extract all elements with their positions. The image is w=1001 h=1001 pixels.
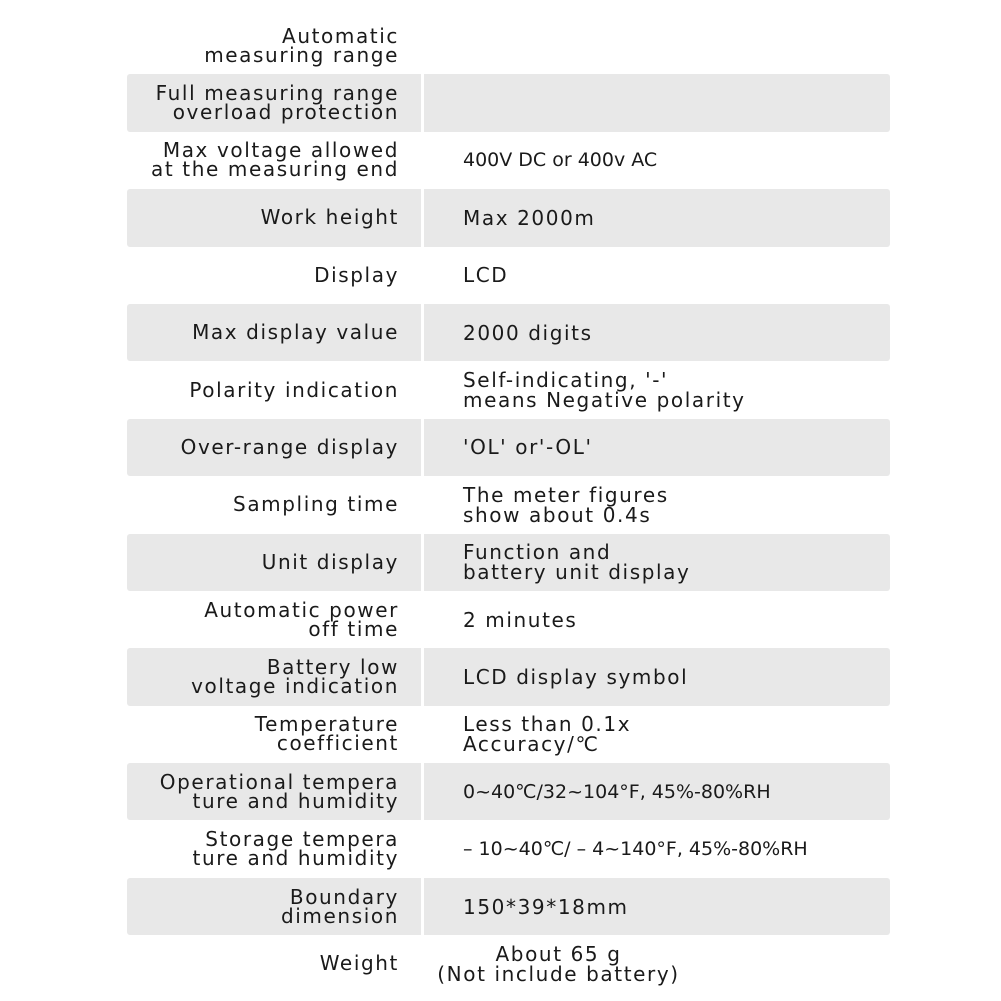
spec-row-unit-display: [127, 534, 890, 591]
spec-row-display: [127, 247, 890, 304]
spec-label: Full measuring range overload protection: [155, 81, 399, 125]
spec-value: The meter figures show about 0.4s: [463, 482, 669, 527]
spec-label: Display: [314, 262, 399, 287]
spec-label: Operational tempera ture and humidity: [159, 769, 399, 813]
spec-label: Battery low voltage indication: [191, 654, 399, 698]
spec-label: Boundary dimension: [280, 884, 399, 928]
spec-label: Automatic power off time: [204, 597, 399, 641]
spec-row-battery-low: [127, 648, 890, 705]
spec-row-auto-power-off: [127, 591, 890, 648]
spec-row-sampling-time: [127, 476, 890, 533]
spec-value: Max 2000m: [463, 205, 596, 230]
spec-label: Temperature coefficient: [254, 712, 399, 756]
spec-value: 400V DC or 400v AC: [463, 149, 658, 172]
spec-label: Unit display: [261, 549, 399, 574]
spec-row-operational-temperature: [127, 763, 890, 820]
spec-row-overload-protection: [127, 74, 890, 131]
spec-row-storage-temperature: [127, 820, 890, 877]
spec-value: Function and battery unit display: [463, 540, 691, 585]
spec-row-weight: [127, 935, 890, 992]
spec-label: Automatic measuring range: [204, 23, 399, 67]
spec-label: Polarity indication: [189, 377, 399, 402]
spec-label: Over-range display: [180, 434, 399, 459]
spec-value: – 10~40℃/ – 4~140°F, 45%-80%RH: [463, 838, 808, 861]
spec-value: 0~40℃/32~104°F, 45%-80%RH: [463, 780, 771, 803]
spec-value: Less than 0.1x Accuracy/℃: [463, 712, 632, 757]
spec-label: Storage tempera ture and humidity: [192, 827, 399, 871]
spec-row-over-range-display: [127, 419, 890, 476]
spec-value: About 65 g (Not include battery): [437, 941, 680, 986]
spec-value: 150*39*18mm: [463, 894, 629, 919]
spec-value: 2 minutes: [463, 607, 578, 632]
spec-row-temperature-coefficient: [127, 706, 890, 763]
spec-table: [127, 17, 890, 993]
spec-label: Weight: [319, 951, 399, 976]
spec-value: LCD: [463, 263, 509, 288]
spec-label: Max display value: [192, 320, 399, 345]
spec-label: Sampling time: [233, 492, 399, 517]
spec-label: Work height: [260, 205, 399, 230]
spec-row-boundary-dimension: [127, 878, 890, 935]
spec-row-polarity-indication: [127, 361, 890, 418]
spec-row-max-display-value: [127, 304, 890, 361]
spec-value: 2000 digits: [463, 320, 593, 345]
spec-value: Self-indicating, '-' means Negative polarity: [463, 368, 746, 413]
spec-row-automatic-measuring-range: [127, 17, 890, 74]
spec-label: Max voltage allowed at the measuring end: [151, 138, 399, 182]
spec-value: LCD display symbol: [463, 664, 689, 689]
spec-value: 'OL' or'-OL': [463, 435, 593, 460]
spec-row-work-height: [127, 189, 890, 246]
spec-row-max-voltage: [127, 132, 890, 189]
